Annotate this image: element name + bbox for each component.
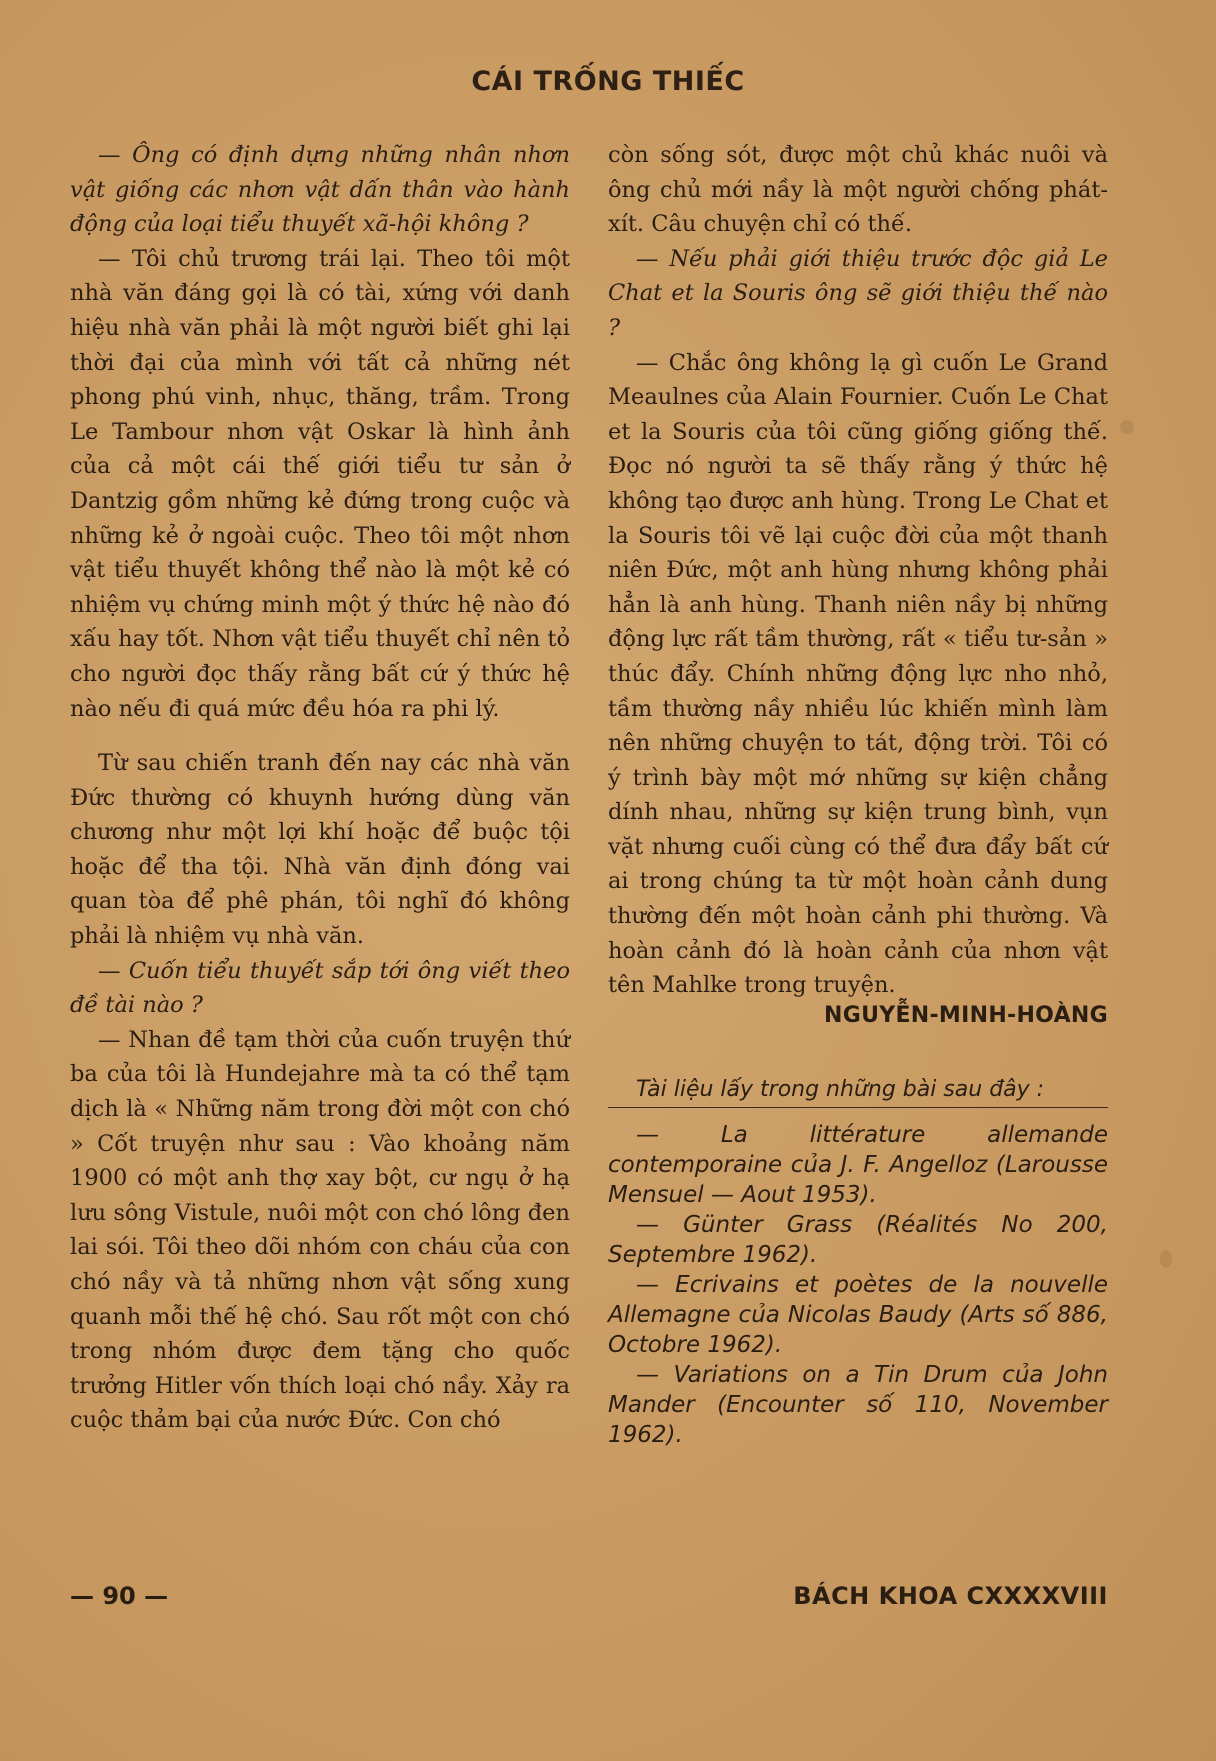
source-entry: — Günter Grass (Réalités No 200, Septembre 1962). <box>608 1212 1108 1269</box>
question-paragraph: — Nếu phải giới thiệu trước độc giả Le Chat et la Souris ông sẽ giới thiệu thế nào ? <box>608 245 1108 341</box>
source-entry: — La littérature allemande contemporaine của J. F. Angelloz (Larousse Mensuel — Aout 1953). <box>608 1122 1108 1209</box>
continued-paragraph: còn sống sót, được một chủ khác nuôi và ông chủ mới nầy là một người chống phát-xít. Câu chuyện chỉ có thế. <box>608 142 1108 238</box>
body-paragraph: Từ sau chiến tranh đến nay các nhà văn Đức thường có khuynh hướng dùng văn chương như một lợi khí hoặc để buộc tội hoặc để tha tội. Nhà văn định đóng vai quan tòa để phê phán, tôi nghĩ đó không phải là nhiệm vụ nhà văn. <box>70 750 570 950</box>
answer-paragraph: — Tôi chủ trương trái lại. Theo tôi một nhà văn đáng gọi là có tài, xứng với danh hiệu nhà văn phải là một người biết ghi lại thời đại của mình với tất cả những nét phong phú vinh, nhục, thăng, trầm. Trong Le Tambour nhơn vật Oskar là hình ảnh của cả một cái thế giới tiểu tư sản ở Dantzig gồm những kẻ đứng trong cuộc và những kẻ ở ngoài cuộc. Theo tôi một nhơn vật tiểu thuyết không thể nào là một kẻ có nhiệm vụ chứng minh một ý thức hệ nào đó xấu hay tốt. Nhơn vật tiểu thuyết chỉ nên tỏ cho người đọc thấy rằng bất cứ ý thức hệ nào nếu đi quá mức đều hóa ra phi lý. <box>70 245 570 722</box>
answer-paragraph: — Nhan đề tạm thời của cuốn truyện thứ ba của tôi là Hundejahre mà ta có thể tạm dịch là « Những năm trong đời một con chó » Cốt truyện như sau : Vào khoảng năm 1900 có một anh thợ xay bột, cư ngụ ở hạ lưu sông Vistule, nuôi một con chó lông đen lai sói. Tôi theo dõi nhóm con cháu của con chó nầy và tả những nhơn vật sống xung quanh mỗi thế hệ chó. Sau rốt một con chó trong nhóm được đem tặng cho quốc trưởng Hitler vốn thích loại chó nầy. Xảy ra cuộc thảm bại của nước Đức. Con chó <box>70 1026 570 1434</box>
author-signature: NGUYỄN-MINH-HOÀNG <box>824 1002 1108 1028</box>
publication-name: BÁCH KHOA CXXXXVIII <box>793 1582 1108 1610</box>
running-title: CÁI TRỐNG THIẾC <box>471 66 745 97</box>
question-paragraph: — Cuốn tiểu thuyết sắp tới ông viết theo đề tài nào ? <box>70 957 570 1019</box>
right-column <box>608 138 1108 1450</box>
page-number: — 90 — <box>70 1582 169 1610</box>
question-paragraph: — Ông có định dựng những nhân nhơn vật giống các nhơn vật dấn thân vào hành động của loại tiểu thuyết xã-hội không ? <box>70 142 570 238</box>
answer-paragraph: — Chắc ông không lạ gì cuốn Le Grand Meaulnes của Alain Fournier. Cuốn Le Chat et la Souris của tôi cũng giống giống thế. Đọc nó người ta sẽ thấy rằng ý thức hệ không tạo được anh hùng. Trong Le Chat et la Souris tôi vẽ lại cuộc đời của một thanh niên Đức, một anh hùng nhưng không phải hẳn là anh hùng. Thanh niên nầy bị những động lực rất tầm thường, rất « tiểu tư-sản » thúc đẩy. Chính những động lực nho nhỏ, tầm thường nầy nhiều lúc khiến mình làm nên những chuyện to tát, động trời. Tôi có ý trình bày một mớ những sự kiện chẳng dính nhau, những sự kiện trung bình, vụn vặt nhưng cuối cùng có thể đưa đẩy bất cứ ai trong chúng ta từ một hoàn cảnh dung thường đến một hoàn cảnh phi thường. Và hoàn cảnh đó là hoàn cảnh của nhơn vật tên Mahlke trong truyện. <box>608 349 1108 999</box>
divider <box>608 1107 1108 1108</box>
paper-stain <box>1160 1250 1172 1268</box>
source-entry: — Ecrivains et poètes de la nouvelle Allemagne của Nicolas Baudy (Arts số 886, Octobre 1962). <box>608 1272 1108 1359</box>
paper-stain <box>1120 420 1134 434</box>
sources-heading: Tài liệu lấy trong những bài sau đây : <box>636 1077 1045 1103</box>
source-entry: — Variations on a Tin Drum của John Mander (Encounter số 110, November 1962). <box>608 1362 1108 1449</box>
left-column <box>70 138 570 1438</box>
